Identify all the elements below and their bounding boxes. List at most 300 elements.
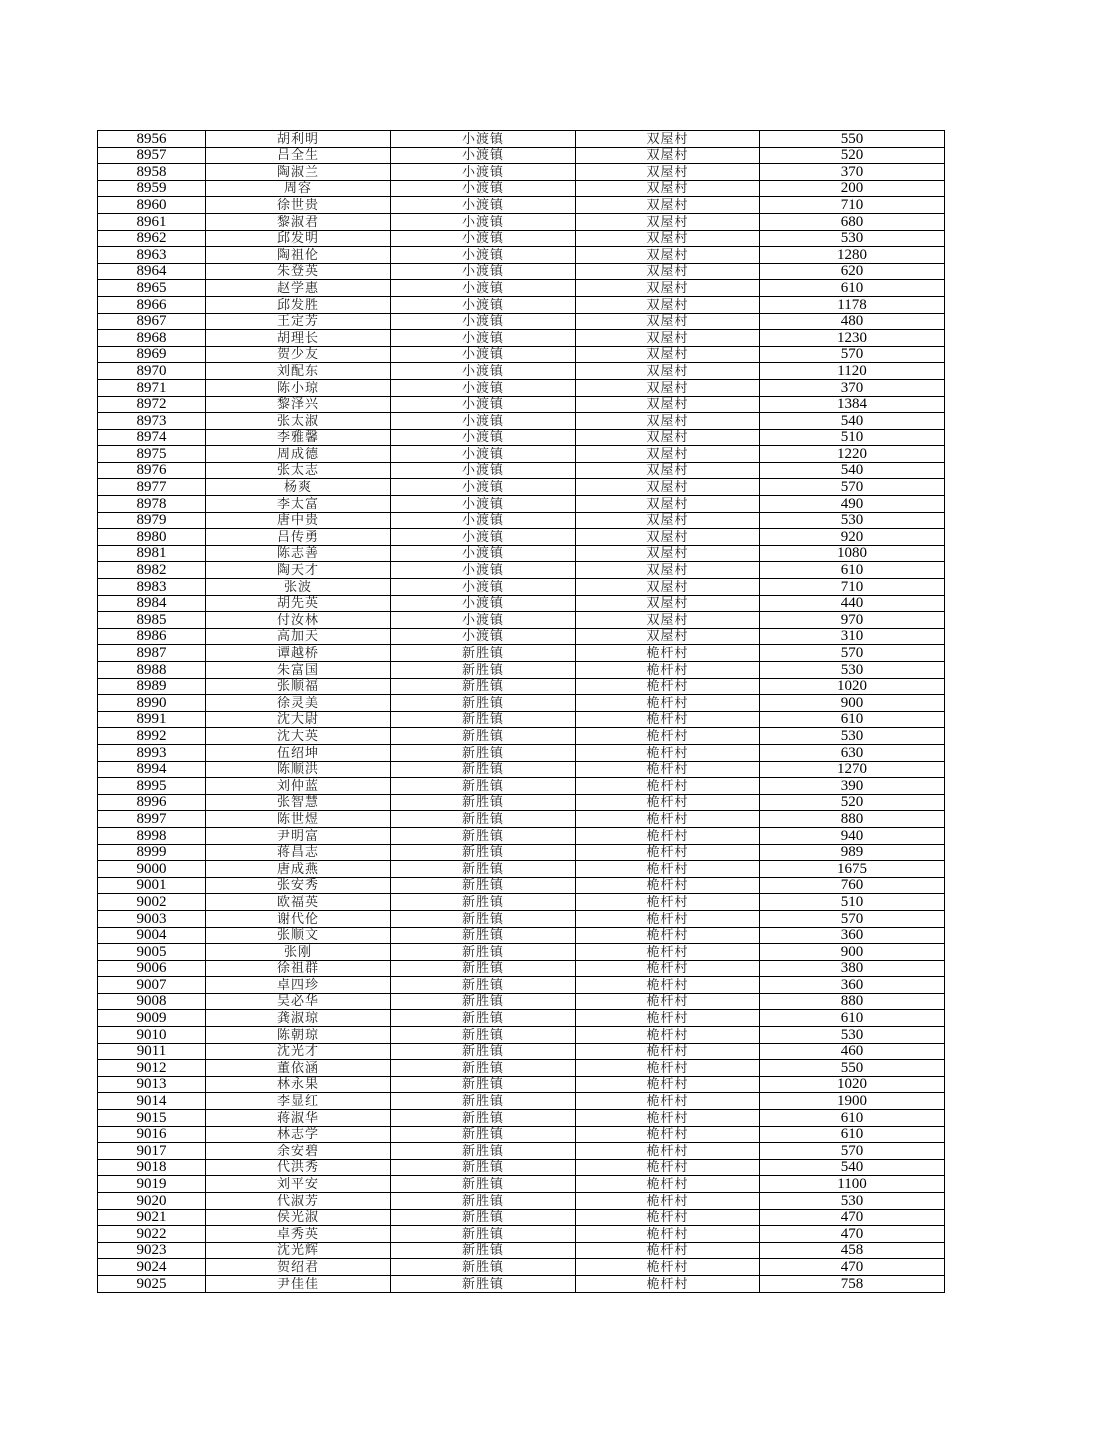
village-cell: 双屋村 bbox=[576, 628, 760, 645]
serial-number-cell: 8997 bbox=[98, 811, 206, 828]
table-row bbox=[98, 363, 945, 380]
town-cell: 小渡镇 bbox=[391, 612, 576, 629]
table-row bbox=[98, 1259, 945, 1276]
table-row bbox=[98, 1209, 945, 1226]
table-row bbox=[98, 612, 945, 629]
name-cell: 付汝林 bbox=[206, 612, 391, 629]
amount-cell: 550 bbox=[760, 1060, 945, 1077]
table-row bbox=[98, 230, 945, 247]
amount-cell: 1178 bbox=[760, 296, 945, 313]
town-cell: 小渡镇 bbox=[391, 180, 576, 197]
town-cell: 新胜镇 bbox=[391, 960, 576, 977]
name-cell: 杨爽 bbox=[206, 479, 391, 496]
table-row bbox=[98, 147, 945, 164]
amount-cell: 610 bbox=[760, 1126, 945, 1143]
village-cell: 桅杆村 bbox=[576, 761, 760, 778]
village-cell: 双屋村 bbox=[576, 579, 760, 596]
data-table bbox=[97, 130, 945, 1293]
town-cell: 新胜镇 bbox=[391, 645, 576, 662]
town-cell: 新胜镇 bbox=[391, 1093, 576, 1110]
town-cell: 新胜镇 bbox=[391, 844, 576, 861]
table-row bbox=[98, 1275, 945, 1292]
table-row bbox=[98, 1143, 945, 1160]
amount-cell: 1020 bbox=[760, 1076, 945, 1093]
serial-number-cell: 9021 bbox=[98, 1209, 206, 1226]
serial-number-cell: 9023 bbox=[98, 1242, 206, 1259]
village-cell: 桅杆村 bbox=[576, 993, 760, 1010]
town-cell: 小渡镇 bbox=[391, 512, 576, 529]
village-cell: 桅杆村 bbox=[576, 1027, 760, 1044]
name-cell: 陈朝琼 bbox=[206, 1027, 391, 1044]
table-row bbox=[98, 910, 945, 927]
amount-cell: 360 bbox=[760, 927, 945, 944]
amount-cell: 1230 bbox=[760, 330, 945, 347]
village-cell: 桅杆村 bbox=[576, 695, 760, 712]
table-row bbox=[98, 562, 945, 579]
town-cell: 新胜镇 bbox=[391, 993, 576, 1010]
town-cell: 新胜镇 bbox=[391, 1226, 576, 1243]
name-cell: 黎泽兴 bbox=[206, 396, 391, 413]
table-row bbox=[98, 877, 945, 894]
amount-cell: 610 bbox=[760, 711, 945, 728]
name-cell: 卓四珍 bbox=[206, 977, 391, 994]
village-cell: 双屋村 bbox=[576, 296, 760, 313]
name-cell: 欧福英 bbox=[206, 894, 391, 911]
serial-number-cell: 8958 bbox=[98, 164, 206, 181]
town-cell: 新胜镇 bbox=[391, 695, 576, 712]
town-cell: 新胜镇 bbox=[391, 711, 576, 728]
name-cell: 谭越桥 bbox=[206, 645, 391, 662]
name-cell: 贺少友 bbox=[206, 346, 391, 363]
table-row bbox=[98, 1159, 945, 1176]
serial-number-cell: 9001 bbox=[98, 877, 206, 894]
serial-number-cell: 8980 bbox=[98, 529, 206, 546]
town-cell: 新胜镇 bbox=[391, 1060, 576, 1077]
amount-cell: 520 bbox=[760, 794, 945, 811]
village-cell: 双屋村 bbox=[576, 164, 760, 181]
table-body bbox=[98, 131, 945, 1293]
village-cell: 桅杆村 bbox=[576, 977, 760, 994]
amount-cell: 1020 bbox=[760, 678, 945, 695]
village-cell: 双屋村 bbox=[576, 247, 760, 264]
serial-number-cell: 8964 bbox=[98, 263, 206, 280]
town-cell: 新胜镇 bbox=[391, 1126, 576, 1143]
amount-cell: 540 bbox=[760, 462, 945, 479]
town-cell: 小渡镇 bbox=[391, 263, 576, 280]
town-cell: 小渡镇 bbox=[391, 213, 576, 230]
amount-cell: 680 bbox=[760, 213, 945, 230]
name-cell: 贺绍君 bbox=[206, 1259, 391, 1276]
name-cell: 张太志 bbox=[206, 462, 391, 479]
village-cell: 桅杆村 bbox=[576, 1226, 760, 1243]
village-cell: 双屋村 bbox=[576, 313, 760, 330]
amount-cell: 380 bbox=[760, 960, 945, 977]
town-cell: 小渡镇 bbox=[391, 247, 576, 264]
serial-number-cell: 8959 bbox=[98, 180, 206, 197]
amount-cell: 1120 bbox=[760, 363, 945, 380]
town-cell: 新胜镇 bbox=[391, 927, 576, 944]
amount-cell: 530 bbox=[760, 662, 945, 679]
village-cell: 桅杆村 bbox=[576, 1126, 760, 1143]
town-cell: 新胜镇 bbox=[391, 1110, 576, 1127]
name-cell: 徐世贵 bbox=[206, 197, 391, 214]
amount-cell: 880 bbox=[760, 993, 945, 1010]
amount-cell: 530 bbox=[760, 230, 945, 247]
table-row bbox=[98, 396, 945, 413]
table-row bbox=[98, 346, 945, 363]
town-cell: 新胜镇 bbox=[391, 910, 576, 927]
village-cell: 桅杆村 bbox=[576, 1093, 760, 1110]
amount-cell: 360 bbox=[760, 977, 945, 994]
serial-number-cell: 8962 bbox=[98, 230, 206, 247]
village-cell: 双屋村 bbox=[576, 363, 760, 380]
town-cell: 新胜镇 bbox=[391, 794, 576, 811]
village-cell: 桅杆村 bbox=[576, 827, 760, 844]
town-cell: 小渡镇 bbox=[391, 296, 576, 313]
table-row bbox=[98, 761, 945, 778]
serial-number-cell: 9022 bbox=[98, 1226, 206, 1243]
amount-cell: 530 bbox=[760, 512, 945, 529]
village-cell: 双屋村 bbox=[576, 230, 760, 247]
town-cell: 新胜镇 bbox=[391, 977, 576, 994]
name-cell: 伍绍坤 bbox=[206, 744, 391, 761]
table-row bbox=[98, 296, 945, 313]
town-cell: 小渡镇 bbox=[391, 462, 576, 479]
town-cell: 新胜镇 bbox=[391, 1076, 576, 1093]
name-cell: 张智慧 bbox=[206, 794, 391, 811]
village-cell: 双屋村 bbox=[576, 280, 760, 297]
serial-number-cell: 9003 bbox=[98, 910, 206, 927]
name-cell: 林志学 bbox=[206, 1126, 391, 1143]
town-cell: 小渡镇 bbox=[391, 379, 576, 396]
village-cell: 双屋村 bbox=[576, 346, 760, 363]
table-row bbox=[98, 1193, 945, 1210]
serial-number-cell: 8968 bbox=[98, 330, 206, 347]
village-cell: 双屋村 bbox=[576, 180, 760, 197]
town-cell: 小渡镇 bbox=[391, 413, 576, 430]
serial-number-cell: 8985 bbox=[98, 612, 206, 629]
village-cell: 桅杆村 bbox=[576, 927, 760, 944]
table-row bbox=[98, 960, 945, 977]
table-row bbox=[98, 944, 945, 961]
amount-cell: 920 bbox=[760, 529, 945, 546]
amount-cell: 480 bbox=[760, 313, 945, 330]
town-cell: 新胜镇 bbox=[391, 1275, 576, 1292]
amount-cell: 470 bbox=[760, 1226, 945, 1243]
village-cell: 桅杆村 bbox=[576, 1110, 760, 1127]
town-cell: 新胜镇 bbox=[391, 678, 576, 695]
table-row bbox=[98, 778, 945, 795]
table-row bbox=[98, 794, 945, 811]
village-cell: 双屋村 bbox=[576, 595, 760, 612]
serial-number-cell: 8965 bbox=[98, 280, 206, 297]
serial-number-cell: 8993 bbox=[98, 744, 206, 761]
amount-cell: 530 bbox=[760, 728, 945, 745]
table-row bbox=[98, 744, 945, 761]
serial-number-cell: 8957 bbox=[98, 147, 206, 164]
amount-cell: 458 bbox=[760, 1242, 945, 1259]
table-row bbox=[98, 861, 945, 878]
town-cell: 新胜镇 bbox=[391, 1176, 576, 1193]
town-cell: 小渡镇 bbox=[391, 346, 576, 363]
serial-number-cell: 8982 bbox=[98, 562, 206, 579]
name-cell: 张刚 bbox=[206, 944, 391, 961]
name-cell: 代淑芳 bbox=[206, 1193, 391, 1210]
amount-cell: 370 bbox=[760, 379, 945, 396]
town-cell: 新胜镇 bbox=[391, 662, 576, 679]
village-cell: 桅杆村 bbox=[576, 1076, 760, 1093]
serial-number-cell: 8963 bbox=[98, 247, 206, 264]
amount-cell: 570 bbox=[760, 910, 945, 927]
town-cell: 新胜镇 bbox=[391, 1193, 576, 1210]
table-row bbox=[98, 1043, 945, 1060]
amount-cell: 1280 bbox=[760, 247, 945, 264]
name-cell: 陶天才 bbox=[206, 562, 391, 579]
town-cell: 新胜镇 bbox=[391, 1242, 576, 1259]
serial-number-cell: 8984 bbox=[98, 595, 206, 612]
amount-cell: 200 bbox=[760, 180, 945, 197]
amount-cell: 1384 bbox=[760, 396, 945, 413]
village-cell: 桅杆村 bbox=[576, 944, 760, 961]
village-cell: 双屋村 bbox=[576, 479, 760, 496]
amount-cell: 940 bbox=[760, 827, 945, 844]
village-cell: 桅杆村 bbox=[576, 1159, 760, 1176]
town-cell: 小渡镇 bbox=[391, 230, 576, 247]
table-row bbox=[98, 894, 945, 911]
serial-number-cell: 8977 bbox=[98, 479, 206, 496]
serial-number-cell: 9020 bbox=[98, 1193, 206, 1210]
village-cell: 双屋村 bbox=[576, 197, 760, 214]
amount-cell: 1900 bbox=[760, 1093, 945, 1110]
town-cell: 新胜镇 bbox=[391, 744, 576, 761]
serial-number-cell: 8978 bbox=[98, 496, 206, 513]
amount-cell: 540 bbox=[760, 413, 945, 430]
town-cell: 小渡镇 bbox=[391, 164, 576, 181]
table-row bbox=[98, 512, 945, 529]
serial-number-cell: 8981 bbox=[98, 545, 206, 562]
name-cell: 赵学惠 bbox=[206, 280, 391, 297]
name-cell: 沈光辉 bbox=[206, 1242, 391, 1259]
amount-cell: 530 bbox=[760, 1193, 945, 1210]
town-cell: 小渡镇 bbox=[391, 330, 576, 347]
table-row bbox=[98, 164, 945, 181]
table-row bbox=[98, 429, 945, 446]
name-cell: 王定芳 bbox=[206, 313, 391, 330]
amount-cell: 520 bbox=[760, 147, 945, 164]
name-cell: 侯光淑 bbox=[206, 1209, 391, 1226]
name-cell: 吴必华 bbox=[206, 993, 391, 1010]
name-cell: 陈顺洪 bbox=[206, 761, 391, 778]
table-row bbox=[98, 330, 945, 347]
village-cell: 双屋村 bbox=[576, 396, 760, 413]
amount-cell: 1080 bbox=[760, 545, 945, 562]
amount-cell: 620 bbox=[760, 263, 945, 280]
serial-number-cell: 8991 bbox=[98, 711, 206, 728]
table-row bbox=[98, 1110, 945, 1127]
serial-number-cell: 9008 bbox=[98, 993, 206, 1010]
town-cell: 新胜镇 bbox=[391, 1143, 576, 1160]
table-row bbox=[98, 1093, 945, 1110]
village-cell: 桅杆村 bbox=[576, 910, 760, 927]
town-cell: 小渡镇 bbox=[391, 313, 576, 330]
village-cell: 桅杆村 bbox=[576, 1010, 760, 1027]
village-cell: 双屋村 bbox=[576, 263, 760, 280]
village-cell: 桅杆村 bbox=[576, 1193, 760, 1210]
serial-number-cell: 8956 bbox=[98, 131, 206, 148]
town-cell: 新胜镇 bbox=[391, 1043, 576, 1060]
amount-cell: 310 bbox=[760, 628, 945, 645]
amount-cell: 610 bbox=[760, 1010, 945, 1027]
table-row bbox=[98, 131, 945, 148]
serial-number-cell: 8974 bbox=[98, 429, 206, 446]
amount-cell: 370 bbox=[760, 164, 945, 181]
amount-cell: 1675 bbox=[760, 861, 945, 878]
serial-number-cell: 9010 bbox=[98, 1027, 206, 1044]
town-cell: 小渡镇 bbox=[391, 363, 576, 380]
name-cell: 张顺福 bbox=[206, 678, 391, 695]
name-cell: 黎淑君 bbox=[206, 213, 391, 230]
name-cell: 张波 bbox=[206, 579, 391, 596]
name-cell: 唐中贵 bbox=[206, 512, 391, 529]
town-cell: 小渡镇 bbox=[391, 579, 576, 596]
serial-number-cell: 9015 bbox=[98, 1110, 206, 1127]
amount-cell: 490 bbox=[760, 496, 945, 513]
name-cell: 朱登英 bbox=[206, 263, 391, 280]
serial-number-cell: 8987 bbox=[98, 645, 206, 662]
name-cell: 陶祖伦 bbox=[206, 247, 391, 264]
serial-number-cell: 8994 bbox=[98, 761, 206, 778]
village-cell: 桅杆村 bbox=[576, 894, 760, 911]
serial-number-cell: 9014 bbox=[98, 1093, 206, 1110]
table-row bbox=[98, 1226, 945, 1243]
amount-cell: 510 bbox=[760, 429, 945, 446]
name-cell: 吕传勇 bbox=[206, 529, 391, 546]
town-cell: 新胜镇 bbox=[391, 728, 576, 745]
village-cell: 双屋村 bbox=[576, 512, 760, 529]
amount-cell: 550 bbox=[760, 131, 945, 148]
village-cell: 双屋村 bbox=[576, 330, 760, 347]
table-row bbox=[98, 1242, 945, 1259]
amount-cell: 630 bbox=[760, 744, 945, 761]
table-row bbox=[98, 711, 945, 728]
serial-number-cell: 8976 bbox=[98, 462, 206, 479]
town-cell: 新胜镇 bbox=[391, 877, 576, 894]
table-row bbox=[98, 811, 945, 828]
name-cell: 余安碧 bbox=[206, 1143, 391, 1160]
table-row bbox=[98, 529, 945, 546]
serial-number-cell: 8970 bbox=[98, 363, 206, 380]
amount-cell: 610 bbox=[760, 562, 945, 579]
serial-number-cell: 9018 bbox=[98, 1159, 206, 1176]
village-cell: 桅杆村 bbox=[576, 1259, 760, 1276]
amount-cell: 470 bbox=[760, 1209, 945, 1226]
amount-cell: 989 bbox=[760, 844, 945, 861]
name-cell: 董依涵 bbox=[206, 1060, 391, 1077]
table-row bbox=[98, 1126, 945, 1143]
table-row bbox=[98, 1010, 945, 1027]
name-cell: 卓秀英 bbox=[206, 1226, 391, 1243]
village-cell: 桅杆村 bbox=[576, 645, 760, 662]
name-cell: 陈世煜 bbox=[206, 811, 391, 828]
name-cell: 李雅馨 bbox=[206, 429, 391, 446]
town-cell: 小渡镇 bbox=[391, 396, 576, 413]
village-cell: 双屋村 bbox=[576, 413, 760, 430]
table-row bbox=[98, 579, 945, 596]
town-cell: 新胜镇 bbox=[391, 894, 576, 911]
name-cell: 胡先英 bbox=[206, 595, 391, 612]
amount-cell: 1100 bbox=[760, 1176, 945, 1193]
table-row bbox=[98, 595, 945, 612]
village-cell: 桅杆村 bbox=[576, 1275, 760, 1292]
amount-cell: 570 bbox=[760, 645, 945, 662]
town-cell: 新胜镇 bbox=[391, 1259, 576, 1276]
name-cell: 沈光才 bbox=[206, 1043, 391, 1060]
name-cell: 李太富 bbox=[206, 496, 391, 513]
table-row bbox=[98, 247, 945, 264]
amount-cell: 570 bbox=[760, 346, 945, 363]
town-cell: 小渡镇 bbox=[391, 479, 576, 496]
town-cell: 小渡镇 bbox=[391, 446, 576, 463]
amount-cell: 760 bbox=[760, 877, 945, 894]
serial-number-cell: 9013 bbox=[98, 1076, 206, 1093]
name-cell: 尹明富 bbox=[206, 827, 391, 844]
village-cell: 双屋村 bbox=[576, 213, 760, 230]
village-cell: 桅杆村 bbox=[576, 728, 760, 745]
table-row bbox=[98, 728, 945, 745]
village-cell: 桅杆村 bbox=[576, 678, 760, 695]
name-cell: 沈大英 bbox=[206, 728, 391, 745]
table-row bbox=[98, 462, 945, 479]
amount-cell: 1270 bbox=[760, 761, 945, 778]
village-cell: 双屋村 bbox=[576, 496, 760, 513]
serial-number-cell: 8966 bbox=[98, 296, 206, 313]
amount-cell: 530 bbox=[760, 1027, 945, 1044]
amount-cell: 1220 bbox=[760, 446, 945, 463]
town-cell: 新胜镇 bbox=[391, 861, 576, 878]
name-cell: 龚淑琼 bbox=[206, 1010, 391, 1027]
serial-number-cell: 8988 bbox=[98, 662, 206, 679]
serial-number-cell: 9004 bbox=[98, 927, 206, 944]
table-row bbox=[98, 1076, 945, 1093]
name-cell: 李显红 bbox=[206, 1093, 391, 1110]
village-cell: 桅杆村 bbox=[576, 1209, 760, 1226]
amount-cell: 970 bbox=[760, 612, 945, 629]
amount-cell: 460 bbox=[760, 1043, 945, 1060]
serial-number-cell: 9019 bbox=[98, 1176, 206, 1193]
village-cell: 双屋村 bbox=[576, 131, 760, 148]
serial-number-cell: 9012 bbox=[98, 1060, 206, 1077]
serial-number-cell: 8961 bbox=[98, 213, 206, 230]
table-row bbox=[98, 280, 945, 297]
name-cell: 刘仲蓝 bbox=[206, 778, 391, 795]
table-row bbox=[98, 927, 945, 944]
village-cell: 双屋村 bbox=[576, 147, 760, 164]
table-row bbox=[98, 213, 945, 230]
serial-number-cell: 8969 bbox=[98, 346, 206, 363]
serial-number-cell: 9005 bbox=[98, 944, 206, 961]
amount-cell: 610 bbox=[760, 280, 945, 297]
name-cell: 徐灵美 bbox=[206, 695, 391, 712]
amount-cell: 610 bbox=[760, 1110, 945, 1127]
town-cell: 小渡镇 bbox=[391, 197, 576, 214]
town-cell: 新胜镇 bbox=[391, 944, 576, 961]
town-cell: 小渡镇 bbox=[391, 131, 576, 148]
town-cell: 小渡镇 bbox=[391, 562, 576, 579]
amount-cell: 710 bbox=[760, 197, 945, 214]
village-cell: 桅杆村 bbox=[576, 1143, 760, 1160]
table-row bbox=[98, 413, 945, 430]
table-row bbox=[98, 1060, 945, 1077]
